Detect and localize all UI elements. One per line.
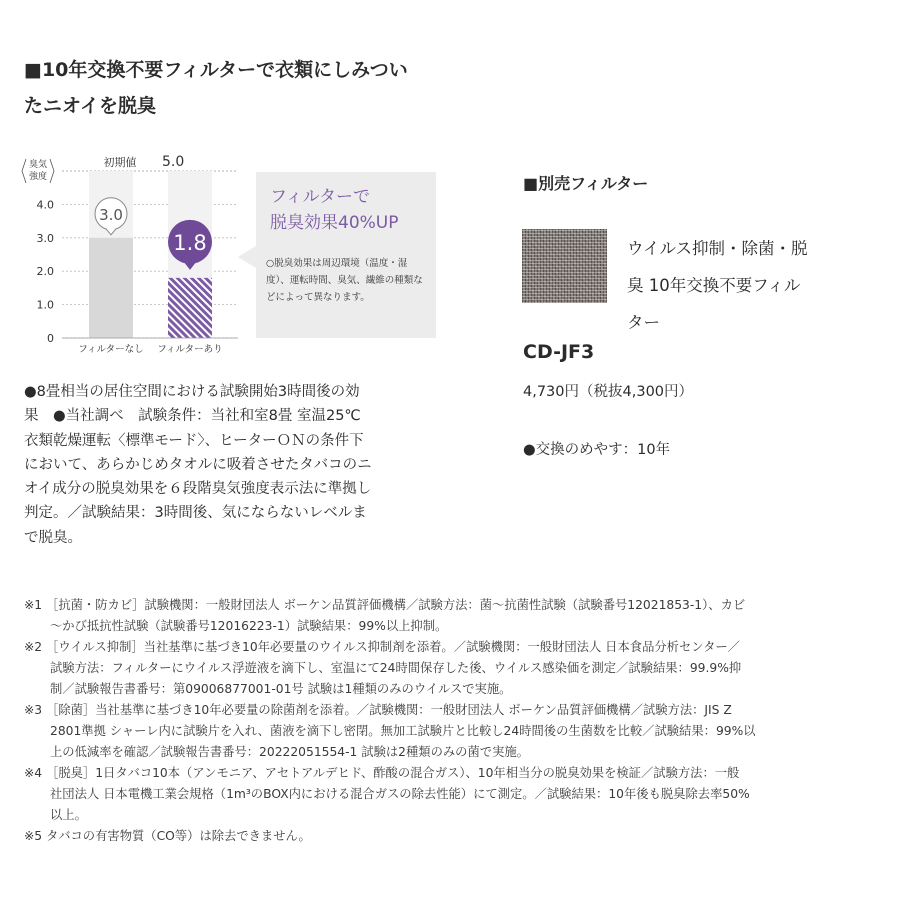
description-line: 衣類乾燥運転〈標準モード〉、ヒーターＯＮの条件下 (24, 432, 364, 449)
footnote (24, 700, 884, 763)
description-line: において、あらかじめタオルに吸着させたタバコのニ (24, 456, 372, 473)
callout-note: ○脱臭効果は周辺環境（温度・湿度）、運転時間、臭気、繊維の種類などによって異なります。 (266, 258, 423, 303)
accessory-model: CD-JF3 (523, 341, 595, 363)
footnote-line: ※5 タバコの有害物質（CO等）は除去できません。 (24, 829, 311, 843)
footnote-line: ※1 ［抗菌・防カビ］試験機関：一般財団法人 ボーケン品質評価機構／試験方法：菌〜抗菌性試験（試験番号12021853-1）、カビ (24, 598, 746, 612)
y-axis-label: 臭気 (28, 160, 48, 170)
footnote (24, 763, 884, 826)
bar (168, 278, 212, 338)
footnotes (24, 595, 884, 847)
description-line: ●8畳相当の居住空間における試験開始3時間後の効 (24, 384, 360, 400)
footnote-line: 2801準拠 シャーレ内に試験片を入れ、菌液を滴下し密閉。無加工試験片と比較し24時間後の生菌数を比較／試験結果：99%以 (50, 724, 756, 738)
accessory-name-line: 臭 10年交換不要フィル (627, 276, 801, 295)
footnote (24, 826, 884, 847)
value-label: 3.0 (99, 205, 123, 224)
description-line: 果 ●当社調べ 試験条件：当社和室8畳 室温25℃ (24, 408, 361, 425)
y-axis-label: 強度 (28, 172, 48, 182)
accessory-price: 4,730円（税抜4,300円） (523, 384, 694, 400)
callout-headline (270, 184, 398, 236)
y-tick-label: 3.0 (36, 231, 54, 245)
y-tick-label: 1.0 (36, 298, 54, 312)
footnote-line: 社団法人 日本電機工業会規格（1m³のBOX内における混合ガスの除去性能）にて測定。／試験結果：10年後も脱臭除去率50% (50, 787, 750, 801)
footnote-line: 〜かび抵抗性試験（試験番号12016223-1）試験結果：99%以上抑制。 (50, 619, 448, 633)
y-axis-label-bracket (50, 159, 54, 183)
y-axis-label-bracket (22, 159, 26, 183)
section-heading-line: たニオイを脱臭 (24, 95, 157, 117)
footnote-line: 制／試験報告書番号：第09006877001-01号 試験は1種類のみのウイルスで実施。 (50, 682, 512, 696)
reference-label: 初期値 (103, 156, 137, 169)
x-tick-label: フィルターなし (78, 344, 144, 355)
accessory-name-line: ウイルス抑制・除菌・脱 (627, 239, 808, 258)
accessory-name (627, 230, 857, 341)
footnote (24, 637, 884, 700)
description-line: 判定。／試験結果：3時間後、気にならないレベルま (24, 505, 367, 522)
section-heading (24, 52, 464, 124)
footnote-line: 試験方法：フィルターにウイルス浮遊液を滴下し、室温にて24時間保存した後、ウイルス感染価を測定／試験結果：99.9%抑 (50, 661, 742, 675)
accessory-title: ■別売フィルター (523, 174, 649, 193)
filter-mesh-photo (522, 229, 607, 303)
x-tick-label: フィルターあり (157, 344, 223, 355)
y-tick-label: 4.0 (36, 198, 54, 212)
replacement-interval: ●交換のめやす：10年 (523, 442, 671, 458)
section-heading-line: ■10年交換不要フィルターで衣類にしみつい (24, 59, 408, 81)
value-label: 1.8 (173, 230, 207, 255)
callout-headline-line: フィルターで (270, 187, 370, 207)
test-description (24, 380, 444, 550)
reference-value: 5.0 (162, 154, 185, 170)
footnote-line: ※3 ［除菌］当社基準に基づき10年必要量の除菌剤を添着。／試験機関：一般財団法人 ボーケン品質評価機構／試験方法：JIS Z (24, 703, 732, 717)
callout-pointer (238, 246, 256, 268)
callout-box (256, 172, 436, 338)
description-line: オイ成分の脱臭効果を６段階臭気強度表示法に準拠し (24, 481, 372, 498)
y-tick-label: 0 (47, 332, 54, 345)
accessory-name-line: ター (627, 313, 660, 332)
deodorization-chart (14, 145, 244, 360)
footnote-line: 以上。 (50, 808, 87, 822)
footnote-line: ※2 ［ウイルス抑制］当社基準に基づき10年必要量のウイルス抑制剤を添着。／試験機関：一般財団法人 日本食品分析センター／ (24, 640, 740, 654)
callout-headline-line: 脱臭効果40%UP (270, 213, 399, 233)
bar (89, 238, 133, 338)
footnote-line: 上の低減率を確認／試験報告書番号：20222051554-1 試験は2種類のみの菌で実施。 (50, 745, 529, 759)
footnote (24, 595, 884, 637)
footnote-line: ※4 ［脱臭］1日タバコ10本（アンモニア、アセトアルデヒド、酢酸の混合ガス）、10年相当分の脱臭効果を検証／試験方法：一般 (24, 766, 740, 780)
description-line: で脱臭。 (24, 529, 82, 546)
y-tick-label: 2.0 (36, 265, 54, 279)
